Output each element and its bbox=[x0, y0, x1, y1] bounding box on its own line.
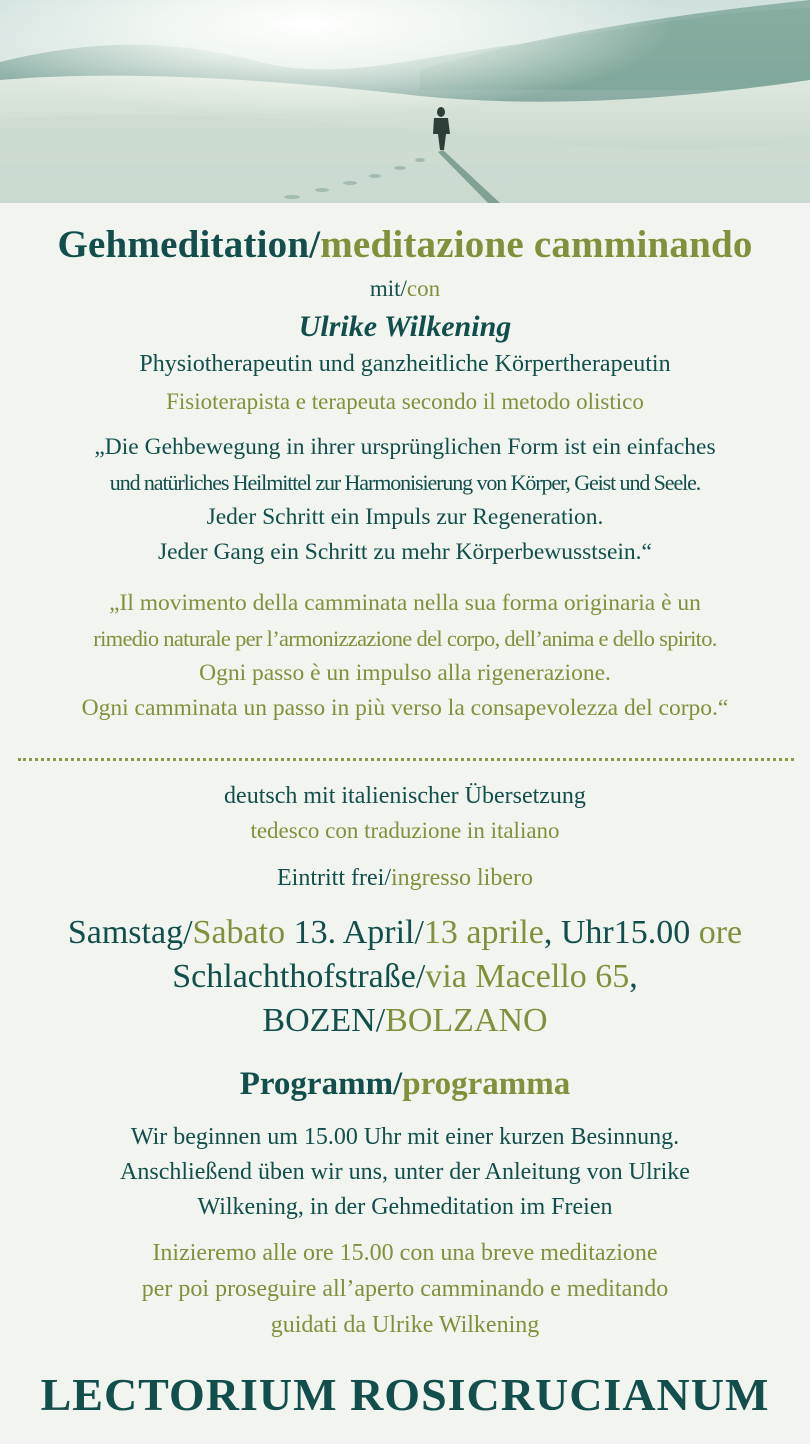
quote-de-line: und natürliches Heilmittel zur Harmonisierung von Körper, Geist und Seele. bbox=[109, 470, 701, 495]
program-title-de: Programm/ bbox=[239, 1066, 403, 1102]
street-end: , bbox=[629, 958, 638, 995]
program-de-line: Wir beginnen um 15.00 Uhr mit einer kurzen Besinnung. bbox=[130, 1124, 680, 1150]
street-de: Schlachthofstraße/ bbox=[172, 958, 426, 995]
title-de: Gehmeditation/ bbox=[57, 223, 321, 266]
desert-walker-photo bbox=[0, 0, 810, 203]
program-title bbox=[0, 1066, 810, 1103]
program-it bbox=[0, 1235, 810, 1343]
hero-image bbox=[0, 0, 810, 203]
day-it: Sabato bbox=[192, 914, 286, 951]
program-title-it: programma bbox=[402, 1066, 571, 1102]
street-it: via Macello 65 bbox=[425, 958, 630, 995]
date-location bbox=[0, 911, 810, 1043]
time-it: ore bbox=[698, 914, 743, 951]
program-de bbox=[0, 1120, 810, 1225]
role-de: Physiotherapeutin und ganzheitliche Körpertherapeutin bbox=[139, 351, 671, 377]
quote-it-line: „Il movimento della camminata nella sua forma originaria è un bbox=[109, 590, 701, 616]
with-it: con bbox=[406, 276, 441, 301]
quote-it bbox=[0, 586, 810, 726]
day-de: Samstag/ bbox=[67, 914, 193, 951]
language-de: deutsch mit italienischer Übersetzung bbox=[224, 783, 586, 809]
city-line bbox=[0, 999, 810, 1043]
date-de: 13. April/ bbox=[285, 914, 424, 951]
street-line bbox=[0, 955, 810, 999]
program-it-line: per poi proseguire all’aperto camminando e meditando bbox=[141, 1276, 669, 1302]
role-it: Fisioterapista e terapeuta secondo il metodo olistico bbox=[166, 389, 644, 414]
title-it: meditazione camminando bbox=[320, 223, 753, 266]
speaker-name: Ulrike Wilkening bbox=[298, 310, 512, 343]
event-title bbox=[0, 222, 810, 267]
with-de: mit/ bbox=[369, 276, 407, 301]
organizer-name: LECTORIUM ROSICRUCIANUM bbox=[40, 1369, 770, 1420]
time-de: , Uhr15.00 bbox=[543, 914, 699, 951]
city-it: BOLZANO bbox=[385, 1002, 548, 1039]
quote-de-line: Jeder Schritt ein Impuls zur Regeneration. bbox=[206, 504, 604, 530]
quote-de-line: Jeder Gang ein Schritt zu mehr Körperbewusstsein.“ bbox=[157, 539, 652, 565]
dotted-divider bbox=[18, 758, 794, 761]
program-de-line: Wilkening, in der Gehmeditation im Freien bbox=[197, 1194, 613, 1220]
entry-line bbox=[0, 865, 810, 892]
entry-it: ingresso libero bbox=[390, 865, 533, 891]
date-it: 13 aprile bbox=[423, 914, 544, 951]
quote-de-line: „Die Gehbewegung in ihrer ursprünglichen Form ist ein einfaches bbox=[94, 434, 716, 460]
quote-it-line: Ogni passo è un impulso alla rigenerazione. bbox=[199, 660, 611, 686]
program-it-line: Inizieremo alle ore 15.00 con una breve meditazione bbox=[152, 1240, 658, 1266]
program-it-line: guidati da Ulrike Wilkening bbox=[270, 1312, 540, 1338]
entry-de: Eintritt frei/ bbox=[277, 865, 391, 891]
date-line bbox=[0, 911, 810, 955]
city-de: BOZEN/ bbox=[262, 1002, 386, 1039]
with-line bbox=[0, 276, 810, 302]
quote-de bbox=[0, 430, 810, 570]
quote-it-line: rimedio naturale per l’armonizzazione del corpo, dell’anima e dello spirito. bbox=[93, 626, 717, 651]
quote-it-line: Ogni camminata un passo in più verso la consapevolezza del corpo.“ bbox=[81, 695, 729, 721]
program-de-line: Anschließend üben wir uns, unter der Anleitung von Ulrike bbox=[120, 1159, 690, 1185]
language-it: tedesco con traduzione in italiano bbox=[250, 818, 560, 843]
